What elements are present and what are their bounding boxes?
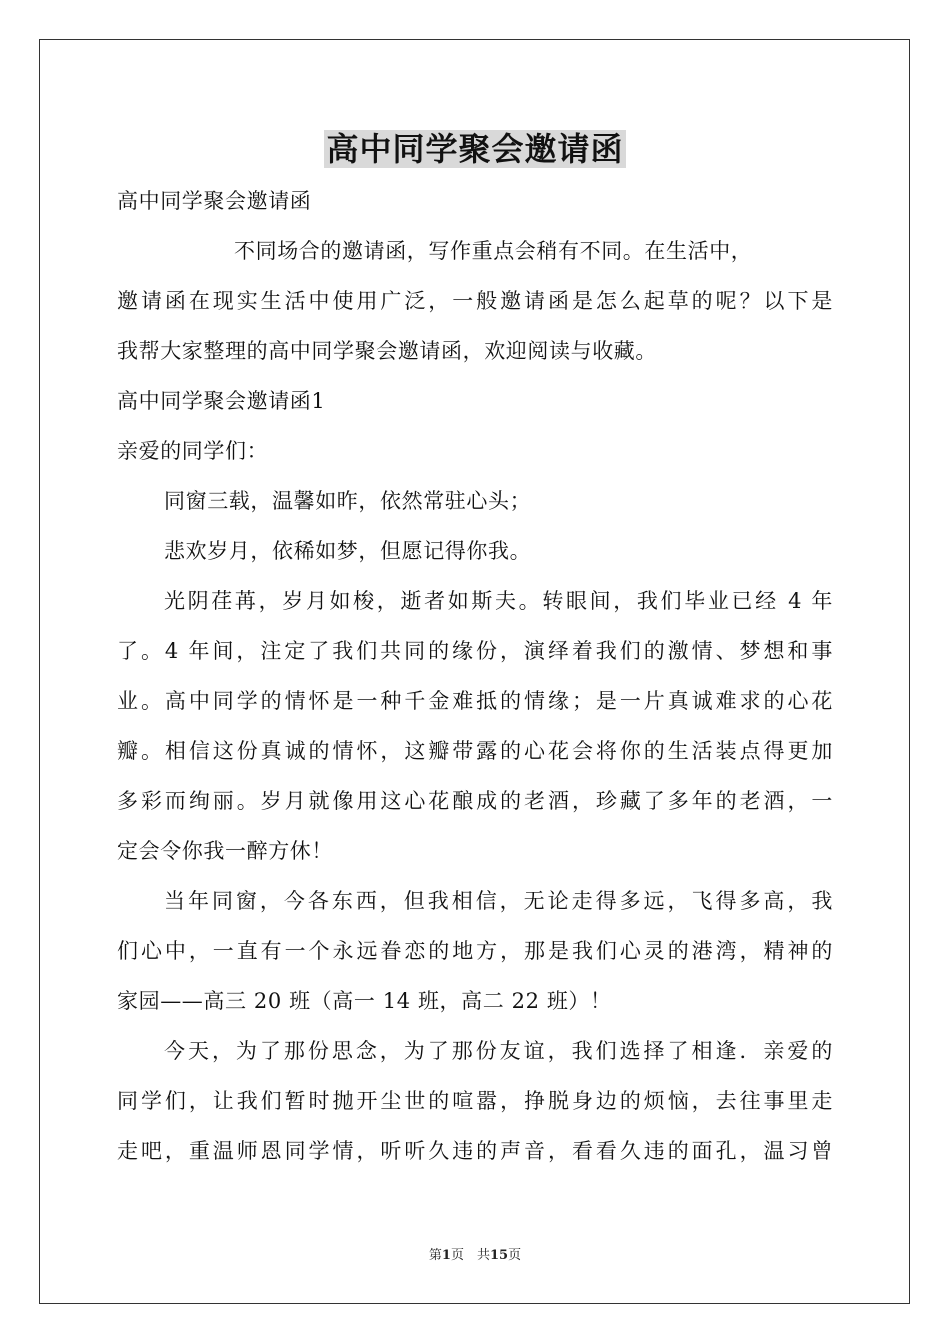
page-footer xyxy=(0,1247,950,1265)
paragraph-line: 家园——高三 20 班（高一 14 班，高二 22 班）！ xyxy=(117,989,612,1013)
paragraph-line: 邀请函在现实生活中使用广泛，一般邀请函是怎么起草的呢？以下是 xyxy=(117,289,833,313)
salutation-line: 亲爱的同学们： xyxy=(117,439,269,463)
paragraph-line: 多彩而绚丽。岁月就像用这心花酿成的老酒，珍藏了多年的老酒，一 xyxy=(117,789,833,813)
document-title xyxy=(0,127,950,171)
paragraph-line: 同窗三载，温馨如昨，依然常驻心头； xyxy=(164,489,532,513)
footer-page-prefix: 第 xyxy=(428,1248,442,1263)
paragraph-line: 定会令你我一醉方休！ xyxy=(117,839,333,863)
footer-current-page: 1 xyxy=(441,1248,451,1263)
paragraph-line: 不同场合的邀请函，写作重点会稍有不同。在生活中， xyxy=(234,239,753,263)
section-heading: 高中同学聚会邀请函1 xyxy=(117,389,326,413)
paragraph-line: 我帮大家整理的高中同学聚会邀请函，欢迎阅读与收藏。 xyxy=(117,339,657,363)
document-title-text: 高中同学聚会邀请函 xyxy=(326,130,624,168)
paragraph-line: 光阴荏苒，岁月如梭，逝者如斯夫。转眼间，我们毕业已经 4 年 xyxy=(164,589,833,613)
subtitle-line: 高中同学聚会邀请函 xyxy=(117,189,312,213)
paragraph-line: 今天，为了那份思念，为了那份友谊，我们选择了相逢．亲爱的 xyxy=(164,1039,833,1063)
footer-page-mid: 页 共 xyxy=(450,1248,490,1263)
paragraph-line: 悲欢岁月，依稀如梦，但愿记得你我。 xyxy=(164,539,532,563)
paragraph-line: 们心中，一直有一个永远眷恋的地方，那是我们心灵的港湾，精神的 xyxy=(117,939,833,963)
paragraph-line: 当年同窗，今各东西，但我相信，无论走得多远，飞得多高，我 xyxy=(164,889,833,913)
paragraph-line: 瓣。相信这份真诚的情怀，这瓣带露的心花会将你的生活装点得更加 xyxy=(117,739,833,763)
footer-page-suffix: 页 xyxy=(508,1248,522,1263)
paragraph-line: 了。4 年间，注定了我们共同的缘份，演绎着我们的激情、梦想和事 xyxy=(117,639,833,663)
paragraph-line: 走吧，重温师恩同学情，听听久违的声音，看看久违的面孔，温习曾 xyxy=(117,1139,833,1163)
footer-total-pages: 15 xyxy=(489,1248,509,1263)
document-body xyxy=(117,176,833,1176)
paragraph-line: 业。高中同学的情怀是一种千金难抵的情缘；是一片真诚难求的心花 xyxy=(117,689,833,713)
paragraph-line: 同学们，让我们暂时抛开尘世的喧嚣，挣脱身边的烦恼，去往事里走 xyxy=(117,1089,833,1113)
